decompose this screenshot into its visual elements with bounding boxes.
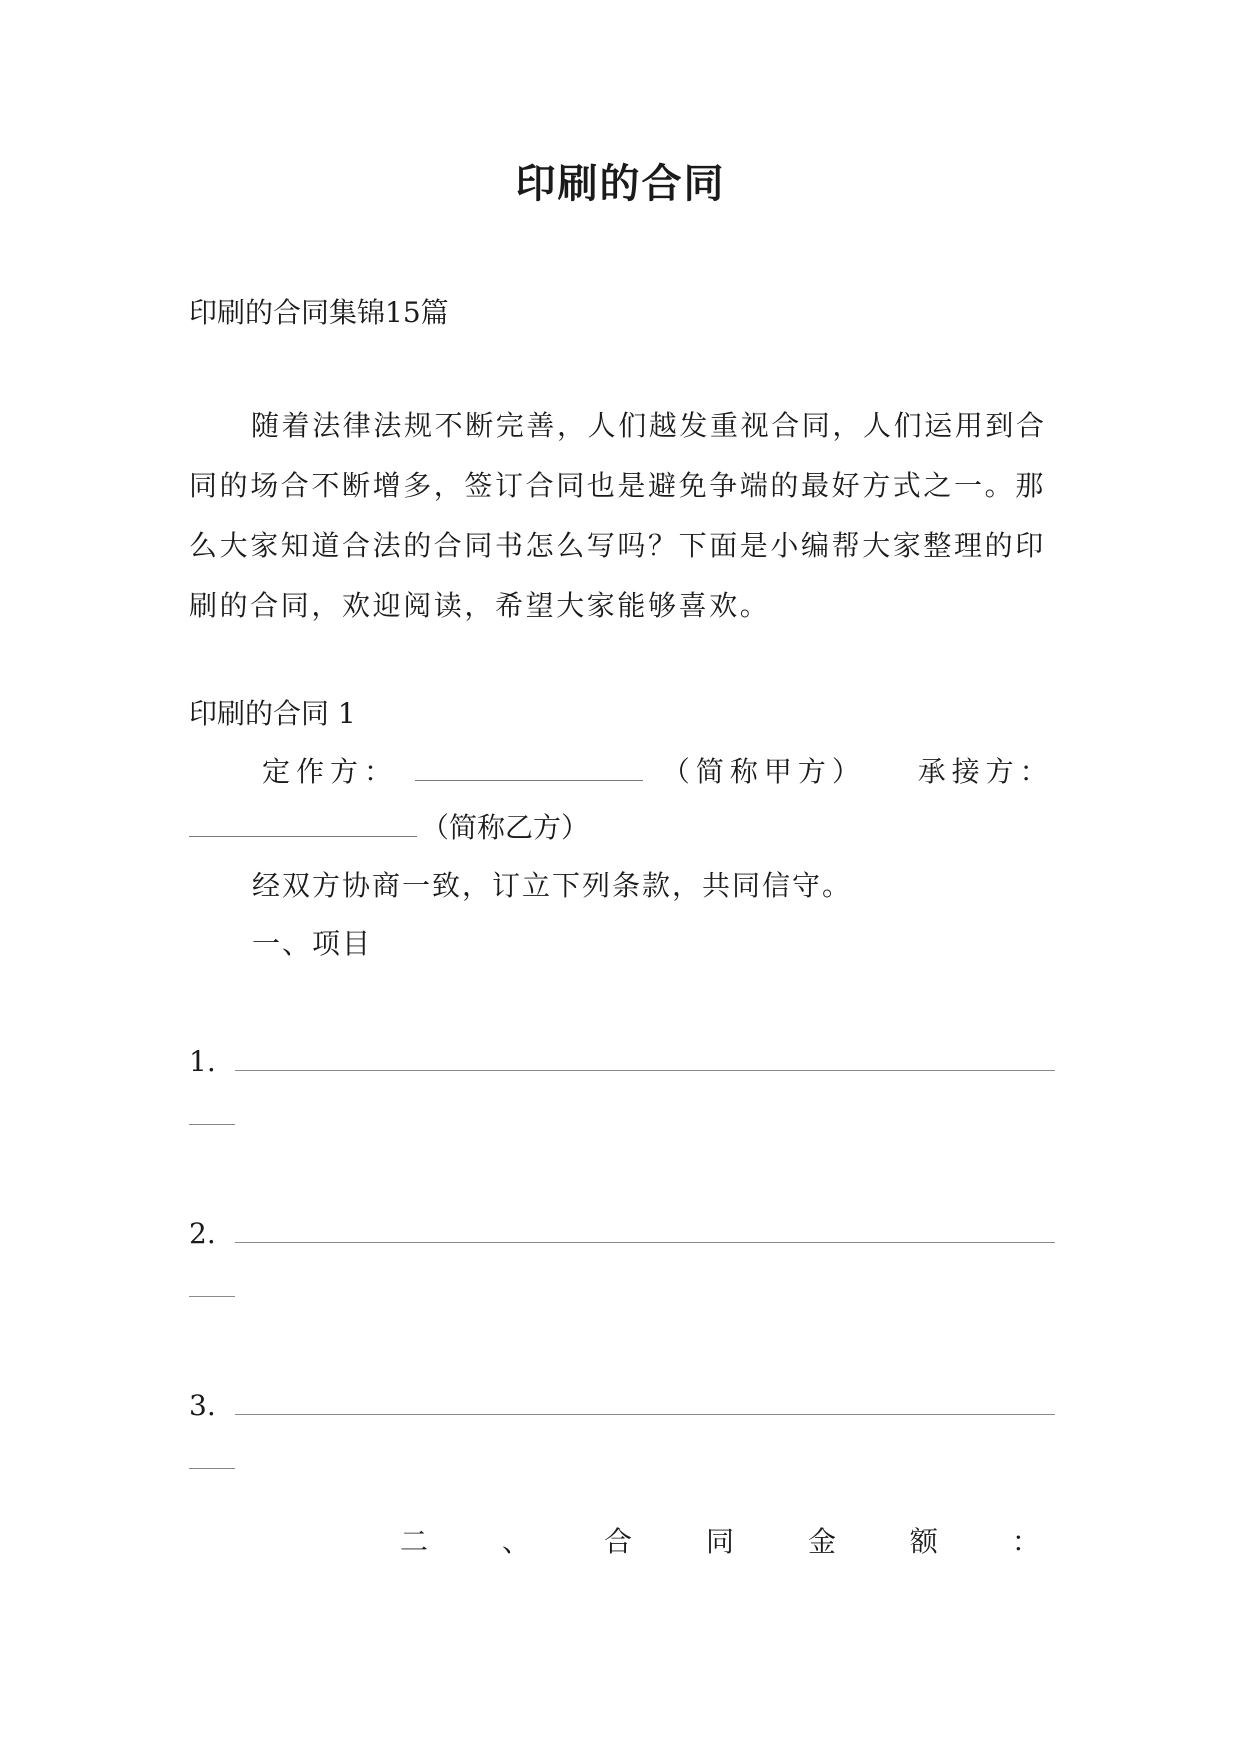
clause-two-char: 二 — [400, 1525, 429, 1558]
party-line — [262, 752, 1054, 792]
item-blank[interactable] — [235, 1048, 1055, 1071]
agreement-line: 经双方协商一致，订立下列条款，共同信守。 — [252, 869, 853, 902]
item-number: 2. — [189, 1217, 216, 1250]
party-a-blank[interactable] — [415, 754, 643, 781]
item-blank[interactable] — [235, 1220, 1055, 1243]
clause-two-char: ： — [1011, 1525, 1040, 1558]
item-blank-continuation — [189, 1468, 235, 1469]
section-heading: 印刷的合同 1 — [189, 697, 356, 730]
document-title: 印刷的合同 — [515, 161, 726, 207]
clause-two-char: 、 — [501, 1525, 530, 1558]
clause-two-char: 合 — [603, 1525, 632, 1558]
clause-two-char: 金 — [807, 1525, 836, 1558]
item-number: 1. — [189, 1045, 216, 1078]
document-subtitle: 印刷的合同集锦15篇 — [189, 296, 449, 329]
item-row-2 — [189, 1214, 1055, 1254]
item-blank-continuation — [189, 1296, 235, 1297]
party-a-label: 定作方： — [262, 755, 399, 788]
party-b-blank[interactable] — [189, 810, 417, 837]
clause-two-char: 额 — [909, 1525, 938, 1558]
party-a-suffix: （简称甲方） — [661, 755, 866, 788]
clause-two-char: 同 — [705, 1525, 734, 1558]
party-b-suffix: （简称乙方） — [421, 811, 590, 844]
item-blank-continuation — [189, 1124, 235, 1125]
party-b-label: 承接方： — [917, 755, 1054, 788]
clause-two-heading — [400, 1522, 1040, 1562]
party-b-line — [189, 808, 589, 848]
clause-one-heading: 一、项目 — [252, 927, 373, 960]
item-row-3 — [189, 1386, 1055, 1426]
item-blank[interactable] — [235, 1392, 1055, 1415]
intro-paragraph: 随着法律法规不断完善，人们越发重视合同，人们运用到合同的场合不断增多，签订合同也是避免争端的最好方式之一。那么大家知道合法的合同书怎么写吗？下面是小编帮大家整理的印刷的合同，欢迎阅读，希望大家能够喜欢。 — [189, 409, 1047, 622]
item-number: 3. — [189, 1389, 216, 1422]
item-row-1 — [189, 1042, 1055, 1082]
